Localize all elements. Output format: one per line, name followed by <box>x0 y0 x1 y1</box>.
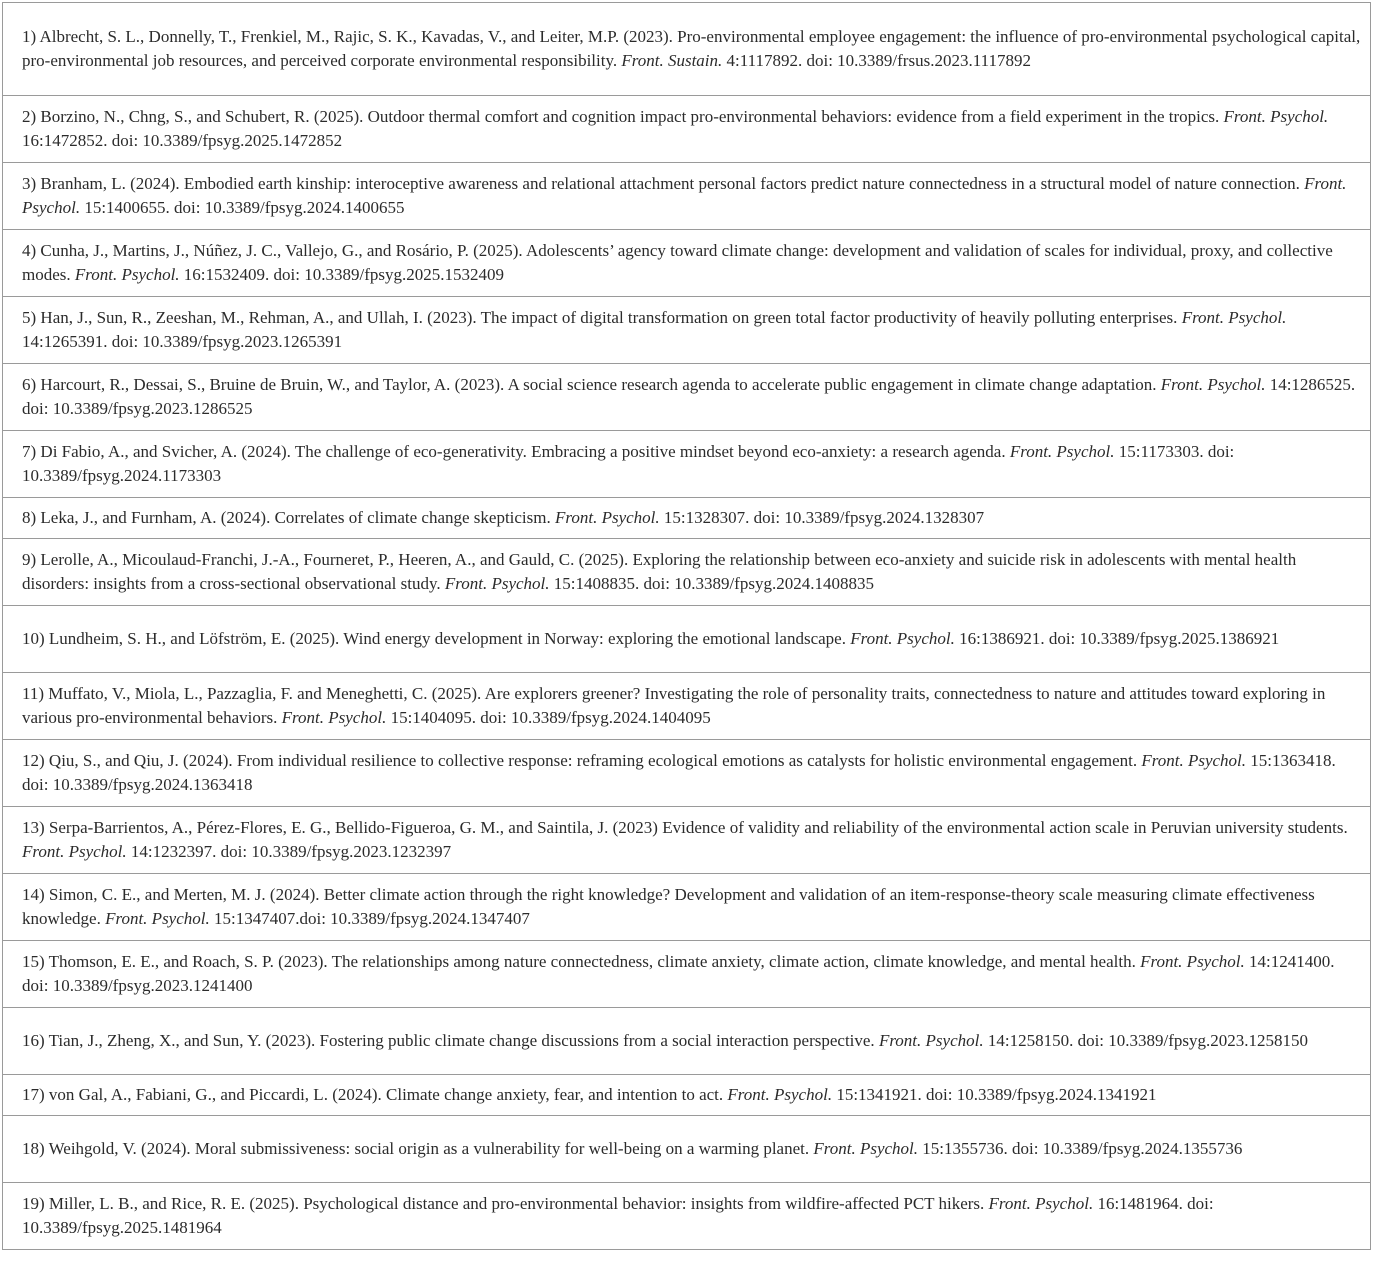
reference-citation: 15:1355736. doi: 10.3389/fpsyg.2024.1355736 <box>918 1139 1243 1158</box>
journal-name: Front. Psychol. <box>1141 751 1247 770</box>
reference-text: 15) Thomson, E. E., and Roach, S. P. (2023). The relationships among nature connectedness, climate anxiety, climate action, climate knowledge, and mental health. <box>22 952 1141 971</box>
journal-name: Front. Psychol. <box>1140 952 1245 971</box>
reference-cell <box>3 807 1371 874</box>
table-row <box>3 1183 1371 1250</box>
table-row <box>3 539 1371 606</box>
reference-text: 5) Han, J., Sun, R., Zeeshan, M., Rehman, A., and Ullah, I. (2023). The impact of digital transformation on green total factor productivity of heavily polluting enterprises. <box>22 308 1182 327</box>
table-row <box>3 163 1371 230</box>
table-row <box>3 874 1371 941</box>
reference-citation: 15:1173303. doi: 10.3389/fpsyg.2024.1173303 <box>22 442 1235 485</box>
reference-cell <box>3 431 1371 498</box>
table-row <box>3 230 1371 297</box>
reference-text: 19) Miller, L. B., and Rice, R. E. (2025). Psychological distance and pro-environmental behavior: insights from wildfire-affected PCT hikers. <box>22 1194 989 1213</box>
journal-name: Front. Psychol. <box>1181 308 1287 327</box>
table-row <box>3 1008 1371 1075</box>
reference-cell <box>3 163 1371 230</box>
reference-citation: 16:1386921. doi: 10.3389/fpsyg.2025.1386921 <box>954 629 1280 648</box>
table-row <box>3 606 1371 673</box>
reference-text: 6) Harcourt, R., Dessai, S., Bruine de Bruin, W., and Taylor, A. (2023). A social science research agenda to accelerate public engagement in climate change adaptation. <box>22 375 1161 394</box>
reference-citation: 15:1347407.doi: 10.3389/fpsyg.2024.1347407 <box>209 909 530 928</box>
reference-citation: 15:1328307. doi: 10.3389/fpsyg.2024.1328307 <box>659 508 985 527</box>
journal-name: Front. Psychol. <box>1009 442 1115 461</box>
journal-name: Front. Psychol. <box>813 1139 919 1158</box>
table-row <box>3 498 1371 539</box>
reference-citation: 15:1400655. doi: 10.3389/fpsyg.2024.1400655 <box>80 198 405 217</box>
table-row <box>3 297 1371 364</box>
reference-text: 7) Di Fabio, A., and Svicher, A. (2024). The challenge of eco-generativity. Embracing a positive mindset beyond eco-anxiety: a research agenda. <box>22 442 1010 461</box>
reference-citation: 15:1363418. doi: 10.3389/fpsyg.2024.1363418 <box>22 751 1336 794</box>
journal-name: Front. Psychol. <box>988 1194 1094 1213</box>
reference-citation: 14:1232397. doi: 10.3389/fpsyg.2023.1232397 <box>126 842 452 861</box>
reference-cell <box>3 498 1371 539</box>
reference-citation: 14:1286525. doi: 10.3389/fpsyg.2023.1286525 <box>22 375 1356 418</box>
reference-citation: 15:1404095. doi: 10.3389/fpsyg.2024.1404095 <box>386 708 711 727</box>
reference-citation: 16:1472852. doi: 10.3389/fpsyg.2025.1472852 <box>22 131 343 150</box>
journal-name: Front. Psychol. <box>878 1031 984 1050</box>
journal-name: Front. Psychol. <box>850 629 955 648</box>
table-row <box>3 96 1371 163</box>
journal-name: Front. Psychol. <box>281 708 387 727</box>
reference-cell <box>3 606 1371 673</box>
reference-citation: 16:1532409. doi: 10.3389/fpsyg.2025.1532409 <box>179 265 504 284</box>
reference-cell <box>3 539 1371 606</box>
reference-text: 11) Muffato, V., Miola, L., Pazzaglia, F. and Meneghetti, C. (2025). Are explorers greener? Investigating the role of personality traits, connectedness to nature and attitudes toward exploring in various pro-environmental behaviors. <box>22 684 1326 727</box>
reference-cell <box>3 1116 1371 1183</box>
table-row <box>3 673 1371 740</box>
reference-cell <box>3 3 1371 96</box>
reference-text: 14) Simon, C. E., and Merten, M. J. (2024). Better climate action through the right knowledge? Development and validation of an item-response-theory scale measuring climate effectiveness knowledge. <box>22 885 1315 928</box>
journal-name: Front. Psychol. <box>1223 107 1329 126</box>
reference-text: 10) Lundheim, S. H., and Löfström, E. (2025). Wind energy development in Norway: exploring the emotional landscape. <box>22 629 851 648</box>
table-row <box>3 3 1371 96</box>
reference-citation: 15:1408835. doi: 10.3389/fpsyg.2024.1408835 <box>549 574 874 593</box>
journal-name: Front. Psychol. <box>1160 375 1266 394</box>
table-row <box>3 1116 1371 1183</box>
journal-name: Front. Psychol. <box>727 1085 833 1104</box>
reference-cell <box>3 297 1371 364</box>
reference-text: 3) Branham, L. (2024). Embodied earth kinship: interoceptive awareness and relational attachment personal factors predict nature connectedness in a structural model of nature connection. <box>22 174 1305 193</box>
table-row <box>3 740 1371 807</box>
reference-cell <box>3 941 1371 1008</box>
table-row <box>3 807 1371 874</box>
reference-text: 17) von Gal, A., Fabiani, G., and Piccardi, L. (2024). Climate change anxiety, fear, and intention to act. <box>22 1085 728 1104</box>
reference-cell <box>3 230 1371 297</box>
reference-citation: 14:1265391. doi: 10.3389/fpsyg.2023.1265391 <box>22 332 343 351</box>
journal-name: Front. Psychol. <box>444 574 550 593</box>
reference-cell <box>3 364 1371 431</box>
table-row <box>3 431 1371 498</box>
reference-cell <box>3 96 1371 163</box>
reference-citation: 14:1241400. doi: 10.3389/fpsyg.2023.1241400 <box>22 952 1335 995</box>
journal-name: Front. Psychol. <box>555 508 660 527</box>
journal-name: Front. Psychol. <box>74 265 180 284</box>
reference-citation: 4:1117892. doi: 10.3389/frsus.2023.1117892 <box>722 51 1031 70</box>
reference-citation: 16:1481964. doi: 10.3389/fpsyg.2025.1481964 <box>22 1194 1214 1237</box>
reference-cell <box>3 673 1371 740</box>
journal-name: Front. Psychol. <box>22 842 127 861</box>
reference-cell <box>3 1183 1371 1250</box>
table-row <box>3 1075 1371 1116</box>
reference-citation: 15:1341921. doi: 10.3389/fpsyg.2024.1341921 <box>832 1085 1157 1104</box>
reference-text: 1) Albrecht, S. L., Donnelly, T., Frenkiel, M., Rajic, S. K., Kavadas, V., and Leiter, M.P. (2023). Pro-environmental employee engagement: the influence of pro-environmental psychological capital, pro-environmental job resources, and perceived corporate environmental responsibility. <box>22 27 1361 70</box>
reference-text: 8) Leka, J., and Furnham, A. (2024). Correlates of climate change skepticism. <box>22 508 555 527</box>
reference-text: 16) Tian, J., Zheng, X., and Sun, Y. (2023). Fostering public climate change discussions from a social interaction perspective. <box>22 1031 879 1050</box>
reference-citation: 14:1258150. doi: 10.3389/fpsyg.2023.1258150 <box>983 1031 1309 1050</box>
reference-cell <box>3 1008 1371 1075</box>
reference-table <box>2 2 1371 1250</box>
table-row <box>3 364 1371 431</box>
reference-cell <box>3 740 1371 807</box>
reference-cell <box>3 1075 1371 1116</box>
reference-cell <box>3 874 1371 941</box>
journal-name: Front. Psychol. <box>105 909 210 928</box>
reference-text: 13) Serpa-Barrientos, A., Pérez-Flores, E. G., Bellido-Figueroa, G. M., and Saintila, J. (2023) Evidence of validity and reliability of the environmental action scale in Peruvian university students. <box>22 818 1348 837</box>
journal-name: Front. Psychol. <box>22 174 1347 217</box>
journal-name: Front. Sustain. <box>621 51 723 70</box>
reference-text: 9) Lerolle, A., Micoulaud-Franchi, J.-A., Fourneret, P., Heeren, A., and Gauld, C. (2025). Exploring the relationship between eco-anxiety and suicide risk in adolescents with mental health disorders: insights from a cross-sectional observational study. <box>22 550 1297 593</box>
reference-text: 2) Borzino, N., Chng, S., and Schubert, R. (2025). Outdoor thermal comfort and cognition impact pro-environmental behaviors: evidence from a field experiment in the tropics. <box>22 107 1224 126</box>
reference-text: 12) Qiu, S., and Qiu, J. (2024). From individual resilience to collective response: reframing ecological emotions as catalysts for holistic environmental engagement. <box>22 751 1142 770</box>
table-row <box>3 941 1371 1008</box>
reference-text: 18) Weihgold, V. (2024). Moral submissiveness: social origin as a vulnerability for well-being on a warming planet. <box>22 1139 814 1158</box>
reference-text: 4) Cunha, J., Martins, J., Núñez, J. C., Vallejo, G., and Rosário, P. (2025). Adolescents’ agency toward climate change: development and validation of scales for individual, proxy, and collective modes. <box>22 241 1333 284</box>
